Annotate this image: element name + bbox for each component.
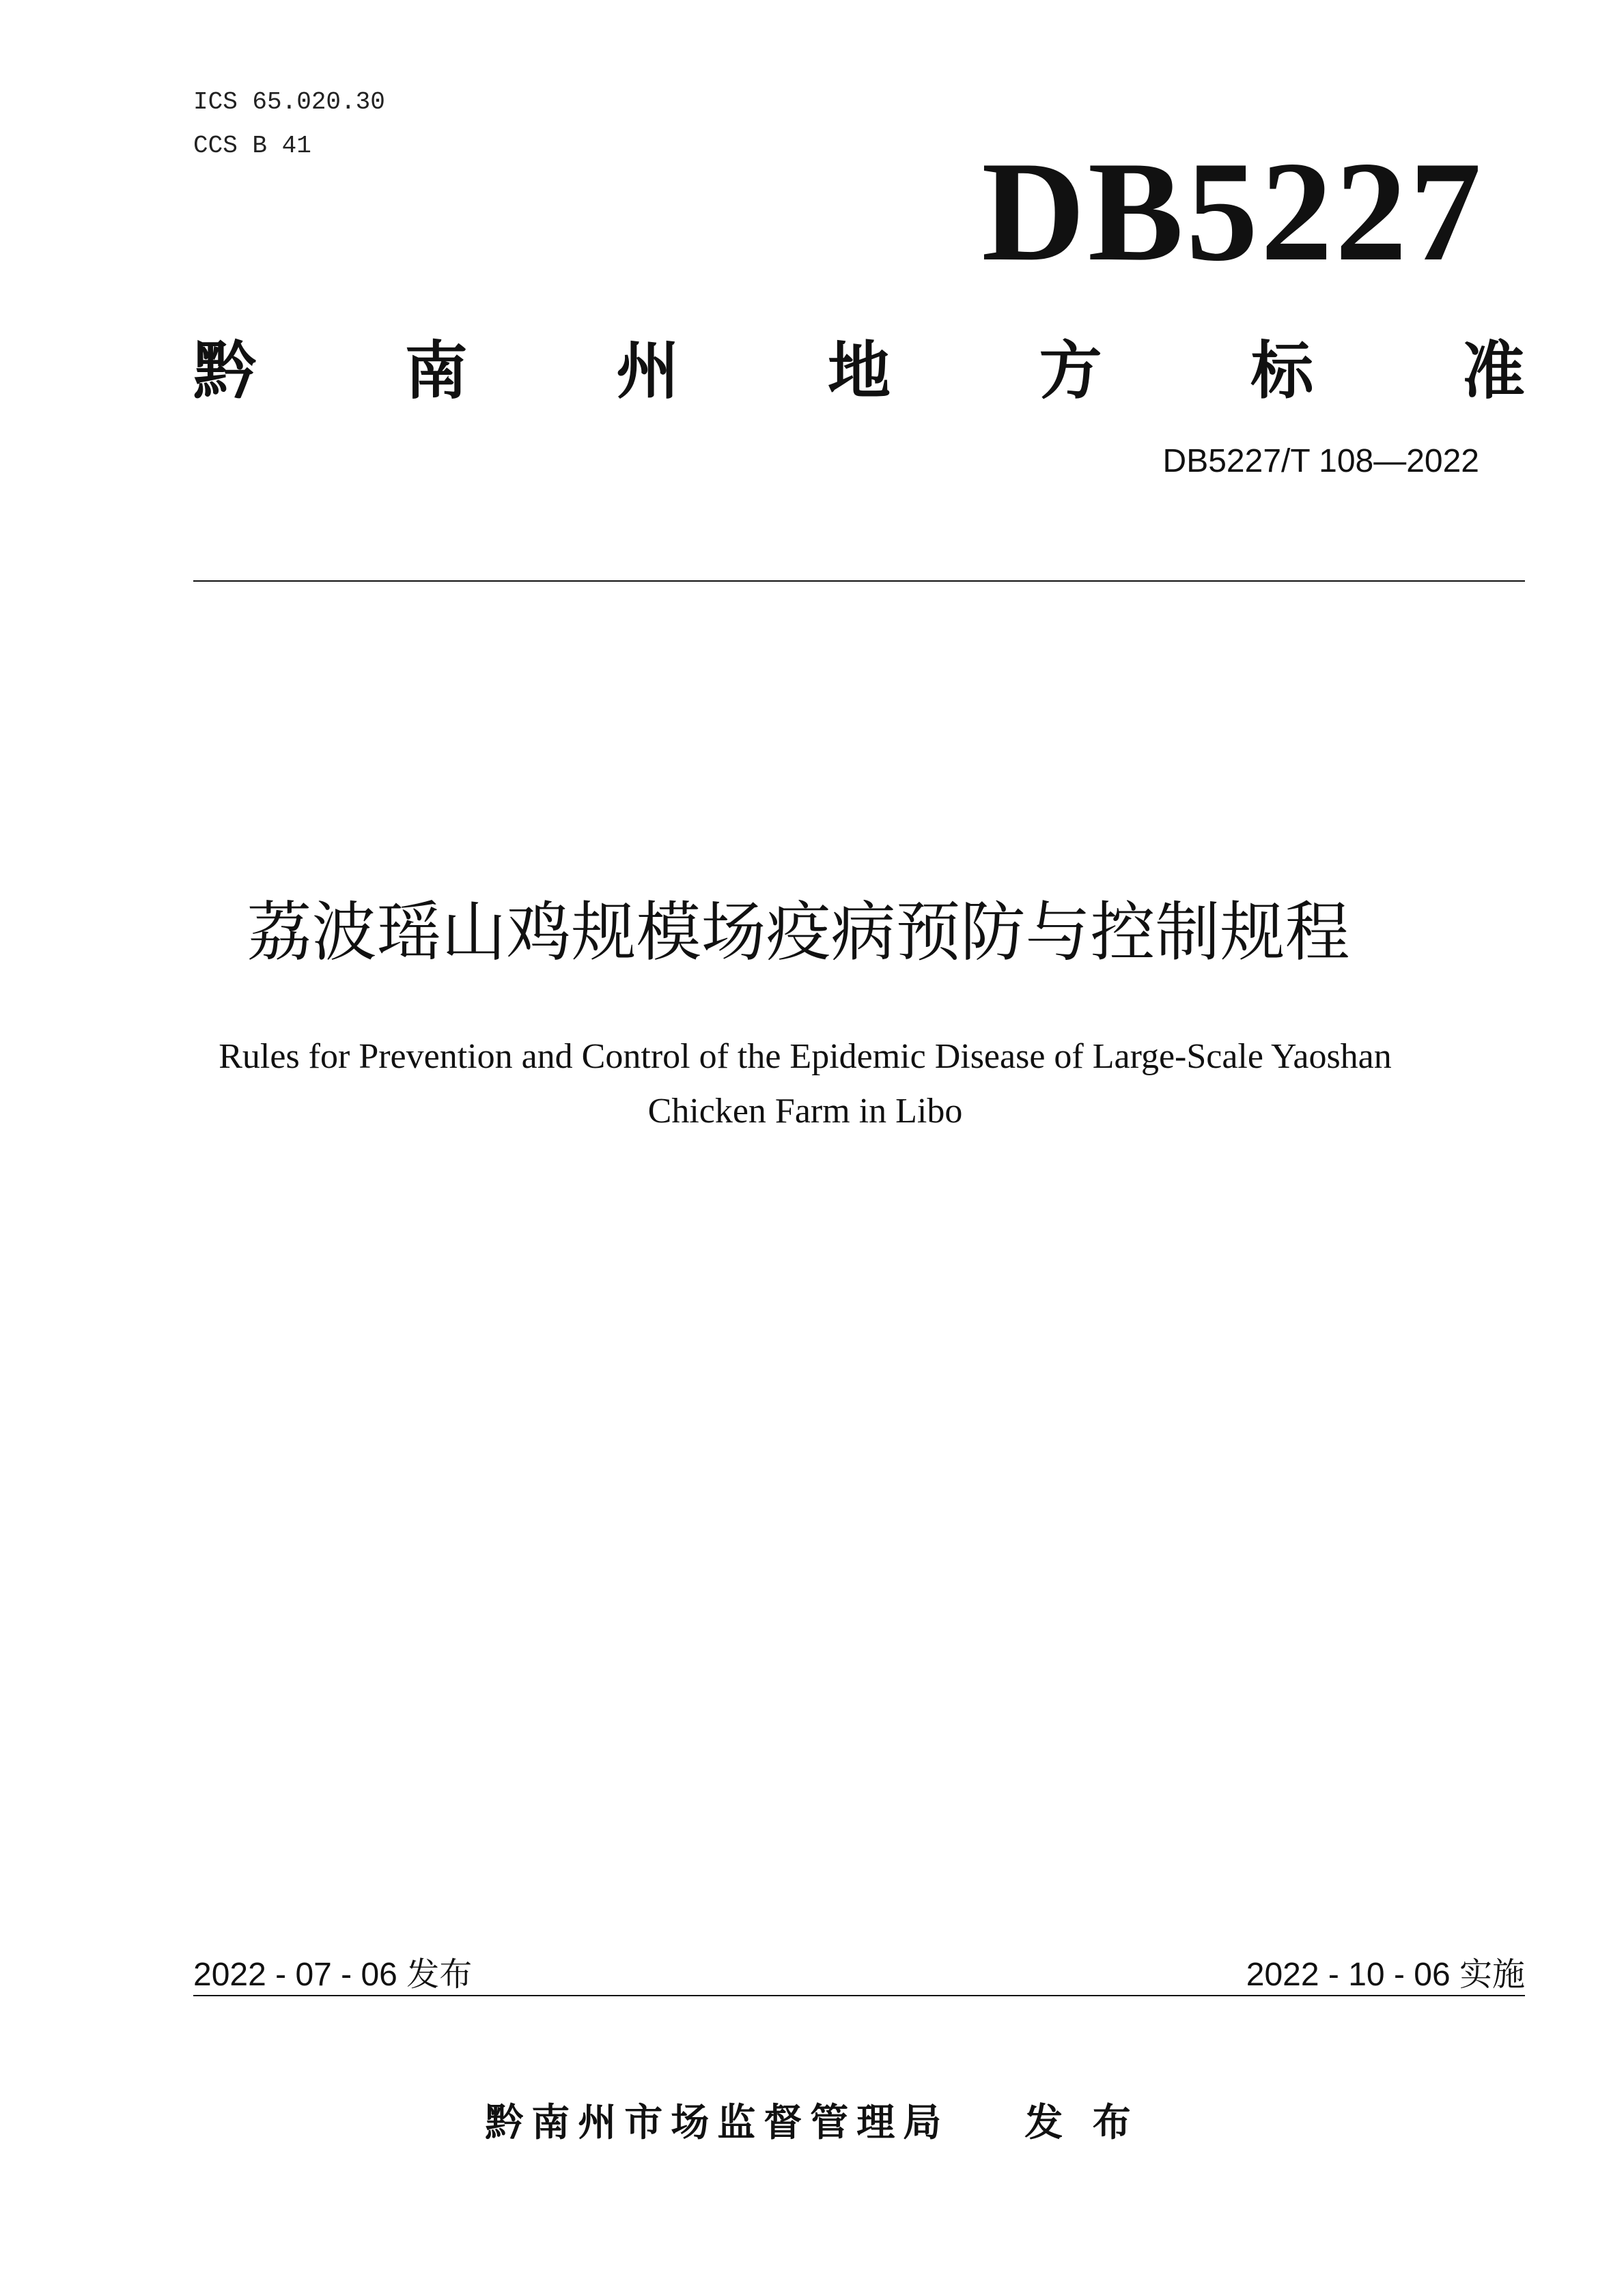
implementation-date: 2022 - 10 - 06 实施 (1246, 1957, 1525, 1993)
standard-type-char: 地 (827, 335, 891, 408)
title-english-line-1: Rules for Prevention and Control of the Epidemic Disease of Large-Scale Yaoshan (219, 1037, 1392, 1076)
ics-code: ICS 65.020.30 (193, 88, 385, 116)
top-divider (193, 580, 1525, 582)
standard-number: DB5227/T 108—2022 (1162, 443, 1479, 479)
standard-type-char: 黔 (193, 335, 257, 408)
db-logo: DB5227 (981, 132, 1484, 291)
issue-date: 2022 - 07 - 06 发布 (193, 1957, 473, 1993)
ccs-code: CCS B 41 (193, 132, 311, 160)
title-english (137, 1030, 1474, 1139)
bottom-divider (193, 1995, 1525, 1996)
standard-type-char: 标 (1250, 335, 1314, 408)
standard-type-char: 准 (1461, 335, 1525, 408)
issuer-action: 发 布 (1024, 2101, 1139, 2145)
standard-type-heading (193, 321, 1525, 411)
standard-type-char: 方 (1039, 335, 1102, 408)
classification-codes (193, 81, 385, 168)
standard-type-char: 南 (404, 335, 468, 408)
standard-type-char: 州 (616, 335, 680, 408)
issuer-name: 黔南州市场监督管理局 (485, 2101, 950, 2145)
title-chinese: 荔波瑶山鸡规模场疫病预防与控制规程 (247, 895, 1350, 970)
issuer-line (0, 2093, 1624, 2147)
title-english-line-2: Chicken Farm in Libo (647, 1092, 963, 1131)
